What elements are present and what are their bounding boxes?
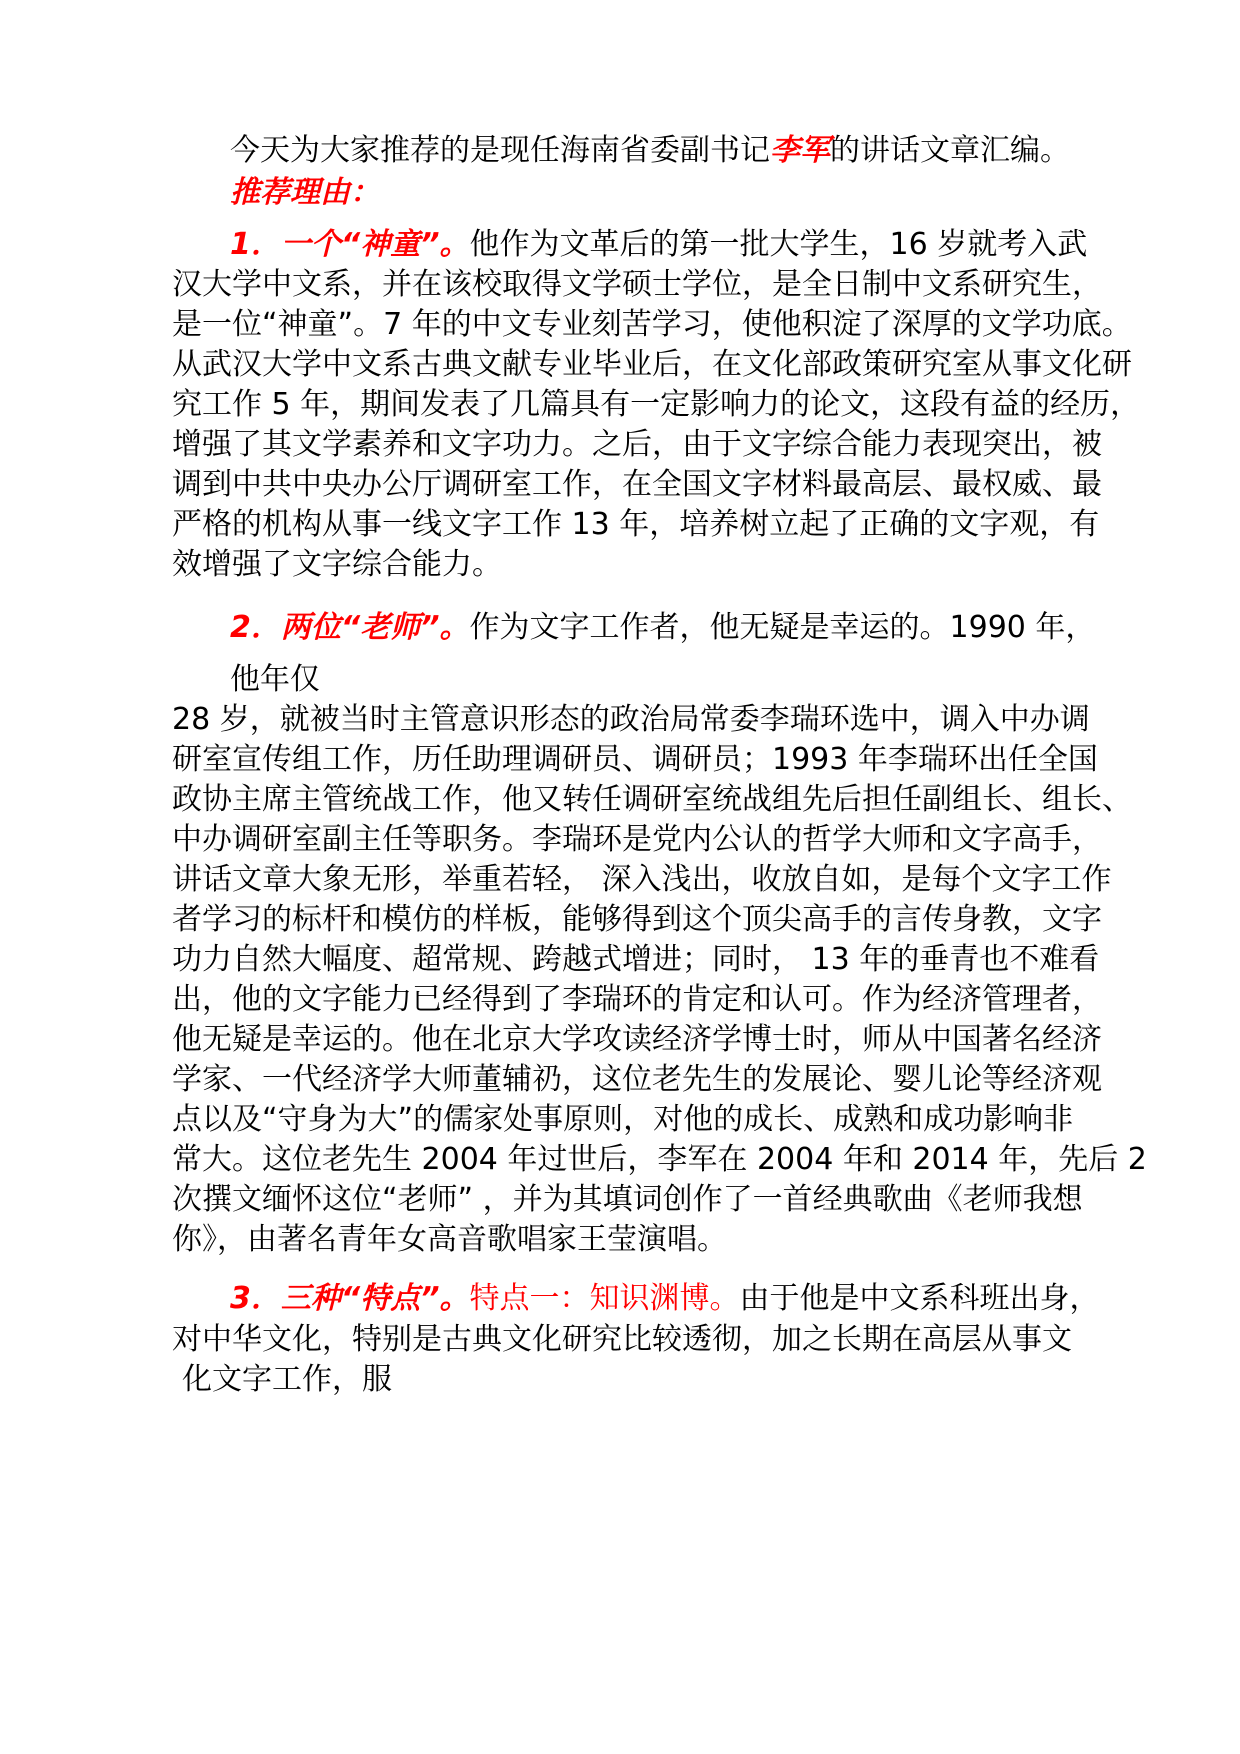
paragraph-2-line: 你》，由著名青年女高音歌唱家王莹演唱。 [172, 1222, 727, 1257]
paragraph-2-line: 中办调研室副主任等职务。李瑞环是党内公认的哲学大师和文字高手， [172, 822, 1102, 857]
paragraph-1-line: 严格的机构从事一线文字工作 13 年，培养树立起了正确的文字观，有 [172, 507, 1100, 542]
highlighted-name: 李军 [770, 133, 830, 168]
paragraph-2-line: 点以及“守身为大”的儒家处事原则，对他的成长、成熟和成功影响非 [172, 1102, 1074, 1137]
paragraph-2-line: 学家、一代经济学大师董辅礽，这位老先生的发展论、婴儿论等经济观 [172, 1062, 1102, 1097]
paragraph-3-line: 由于他是中文系科班出身， [739, 1281, 1100, 1316]
paragraph-2-first-line [230, 608, 1095, 648]
paragraph-2-line: 他无疑是幸运的。他在北京大学攻读经济学博士时，师从中国著名经济 [172, 1022, 1102, 1057]
intro-text-after: 的讲话文章汇编。 [830, 133, 1070, 168]
paragraph-2-line: 次撰文缅怀这位“老师” ，并为其填词创作了一首经典歌曲《老师我想 [172, 1182, 1083, 1217]
paragraph-3-line: 对中华文化，特别是古典文化研究比较透彻，加之长期在高层从事文 [172, 1322, 1072, 1357]
paragraph-2-line: 常大。这位老先生 2004 年过世后，李军在 2004 年和 2014 年，先后 2 [172, 1142, 1147, 1177]
paragraph-2-heading: 2．两位“老师”。 [230, 610, 470, 645]
paragraph-2-line: 出，他的文字能力已经得到了李瑞环的肯定和认可。作为经济管理者， [172, 982, 1102, 1017]
paragraph-3-first-line [230, 1279, 1100, 1319]
intro-line [230, 131, 1070, 171]
paragraph-2-line: 者学习的标杆和模仿的样板，能够得到这个顶尖高手的言传身教，文字 [172, 902, 1102, 937]
intro-text-before: 今天为大家推荐的是现任海南省委副书记 [230, 133, 770, 168]
paragraph-3-heading: 3．三种“特点”。 [230, 1281, 470, 1316]
paragraph-1-heading: 1．一个“神童”。 [230, 227, 470, 262]
paragraph-2-line: 他年仅 [230, 662, 320, 697]
paragraph-1-line: 他作为文革后的第一批大学生，16 岁就考入武 [469, 227, 1088, 262]
paragraph-1-line: 汉大学中文系，并在该校取得文学硕士学位，是全日制中文系研究生， [172, 267, 1102, 302]
paragraph-1-first-line [230, 225, 1087, 265]
paragraph-2-line: 作为文字工作者，他无疑是幸运的。1990 年， [469, 610, 1096, 645]
paragraph-1-line: 增强了其文学素养和文字功力。之后，由于文字综合能力表现突出，被 [172, 427, 1102, 462]
paragraph-1-line: 究工作 5 年，期间发表了几篇具有一定影响力的论文，这段有益的经历， [172, 387, 1141, 422]
paragraph-2-line: 功力自然大幅度、超常规、跨越式增进；同时， 13 年的垂青也不难看 [172, 942, 1100, 977]
paragraph-1-line: 是一位“神童”。7 年的中文专业刻苦学习，使他积淀了深厚的文学功底。 [172, 307, 1132, 342]
paragraph-2-line: 28 岁，就被当时主管意识形态的政治局常委李瑞环选中，调入中办调 [172, 702, 1090, 737]
paragraph-1-line: 调到中共中央办公厅调研室工作，在全国文字材料最高层、最权威、最 [172, 467, 1102, 502]
paragraph-3-subheading: 特点一：知识渊博。 [469, 1281, 740, 1316]
paragraph-2-line: 研室宣传组工作，历任助理调研员、调研员；1993 年李瑞环出任全国 [172, 742, 1098, 777]
paragraph-1-line: 效增强了文字综合能力。 [172, 547, 502, 582]
paragraph-2-line: 政协主席主管统战工作，他又转任调研室统战组先后担任副组长、组长、 [172, 782, 1132, 817]
reasons-heading: 推荐理由： [230, 175, 380, 210]
paragraph-2-line: 讲话文章大象无形，举重若轻， 深入浅出，收放自如，是每个文字工作 [172, 862, 1112, 897]
paragraph-1-line: 从武汉大学中文系古典文献专业毕业后，在文化部政策研究室从事文化研 [172, 347, 1132, 382]
paragraph-3-line: 化文字工作，服 [182, 1362, 392, 1397]
